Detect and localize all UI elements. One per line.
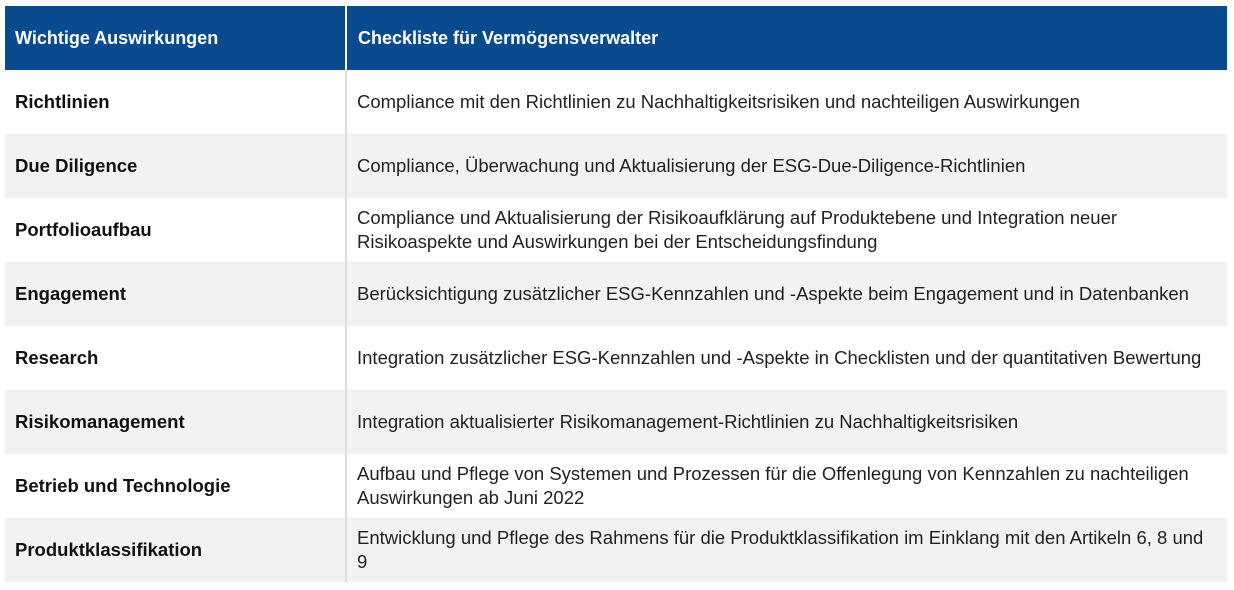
row-description: Compliance und Aktualisierung der Risikoaufklärung auf Produktebene und Integration neuer Risikoaspekte und Auswirkungen bei der Entscheidungsfindung (346, 198, 1227, 262)
table-row (5, 326, 1227, 390)
row-topic: Richtlinien (5, 70, 346, 134)
row-topic: Research (5, 326, 346, 390)
table-row (5, 70, 1227, 134)
table-row (5, 518, 1227, 582)
row-description: Entwicklung und Pflege des Rahmens für die Produktklassifikation im Einklang mit den Artikeln 6, 8 und 9 (346, 518, 1227, 582)
row-description: Berücksichtigung zusätzlicher ESG-Kennzahlen und -Aspekte beim Engagement und in Datenbanken (346, 262, 1227, 326)
table-row (5, 454, 1227, 518)
table-row (5, 262, 1227, 326)
row-description: Compliance mit den Richtlinien zu Nachhaltigkeitsrisiken und nachteiligen Auswirkungen (346, 70, 1227, 134)
row-description: Integration aktualisierter Risikomanagement-Richtlinien zu Nachhaltigkeitsrisiken (346, 390, 1227, 454)
table-row (5, 390, 1227, 454)
header-checklist: Checkliste für Vermögensverwalter (346, 6, 1227, 70)
row-topic: Engagement (5, 262, 346, 326)
table-row (5, 134, 1227, 198)
header-key-impacts: Wichtige Auswirkungen (5, 6, 346, 70)
row-topic: Produktklassifikation (5, 518, 346, 582)
header-row (5, 6, 1227, 70)
row-description: Aufbau und Pflege von Systemen und Prozessen für die Offenlegung von Kennzahlen zu nachteiligen Auswirkungen ab Juni 2022 (346, 454, 1227, 518)
row-topic: Portfolioaufbau (5, 198, 346, 262)
table-header (5, 6, 1227, 70)
row-topic: Risikomanagement (5, 390, 346, 454)
table-row (5, 198, 1227, 262)
impact-checklist-table-container (5, 6, 1227, 582)
row-description: Compliance, Überwachung und Aktualisierung der ESG-Due-Diligence-Richtlinien (346, 134, 1227, 198)
row-topic: Due Diligence (5, 134, 346, 198)
row-description: Integration zusätzlicher ESG-Kennzahlen und -Aspekte in Checklisten und der quantitativen Bewertung (346, 326, 1227, 390)
row-topic: Betrieb und Technologie (5, 454, 346, 518)
impact-checklist-table (5, 6, 1227, 582)
table-body (5, 70, 1227, 582)
